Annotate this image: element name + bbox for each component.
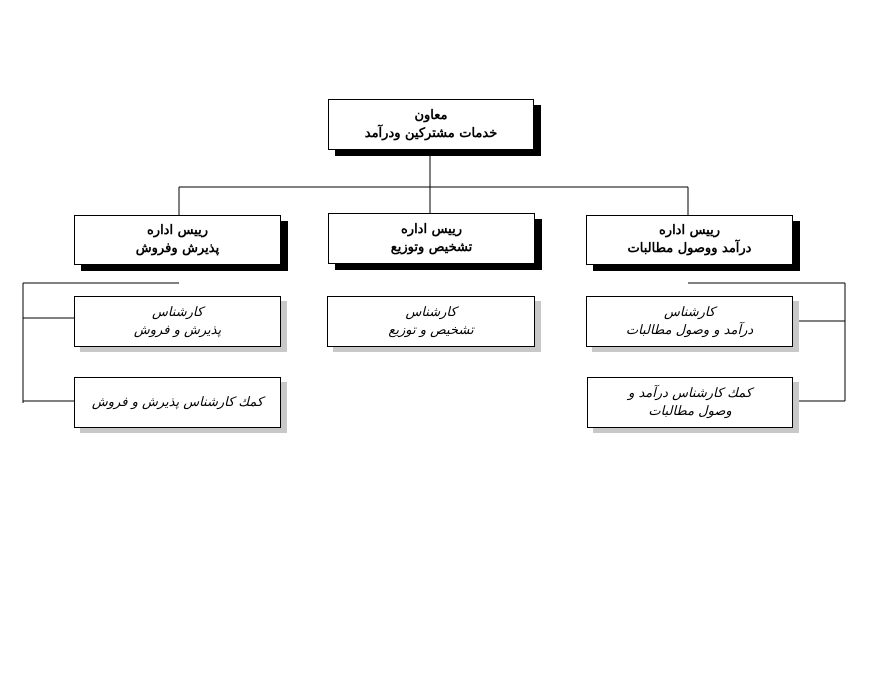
assistant-reception-box (74, 377, 281, 428)
expert-reception-subtitle: پذيرش و فروش (133, 322, 222, 338)
assistant-revenue-title: كمك كارشناس درآمد و (628, 385, 752, 401)
manager-diagnosis-title: رييس اداره (400, 221, 463, 237)
assistant-revenue-box (587, 377, 793, 428)
manager-reception-box (74, 215, 281, 265)
expert-diagnosis-box (327, 296, 535, 347)
deputy-box (328, 99, 534, 150)
manager-revenue-title: رييس اداره (658, 223, 721, 239)
expert-revenue-box (586, 296, 793, 347)
manager-diagnosis-box (328, 213, 535, 264)
deputy-title: معاون (414, 107, 448, 123)
deputy-subtitle: خدمات مشترکین ودرآمد (364, 125, 498, 141)
expert-reception-box (74, 296, 281, 347)
manager-reception-title: رييس اداره (146, 223, 209, 239)
manager-revenue-subtitle: درآمد ووصول مطالبات (627, 241, 752, 256)
expert-reception-title: كارشناس (151, 304, 204, 320)
manager-reception-subtitle: پذيرش وفروش (135, 241, 220, 256)
expert-diagnosis-title: كارشناس (405, 304, 457, 320)
assistant-reception-title: كمك كارشناس پذيرش و فروش (91, 394, 264, 410)
expert-diagnosis-subtitle: تشخيص و توزيع (388, 322, 474, 338)
manager-revenue-box (586, 215, 793, 265)
manager-diagnosis-subtitle: تشخيص وتوزيع (390, 239, 473, 255)
assistant-revenue-subtitle: وصول مطالبات (648, 403, 732, 419)
expert-revenue-title: كارشناس (663, 304, 716, 320)
expert-revenue-subtitle: درآمد و وصول مطالبات (625, 322, 754, 338)
